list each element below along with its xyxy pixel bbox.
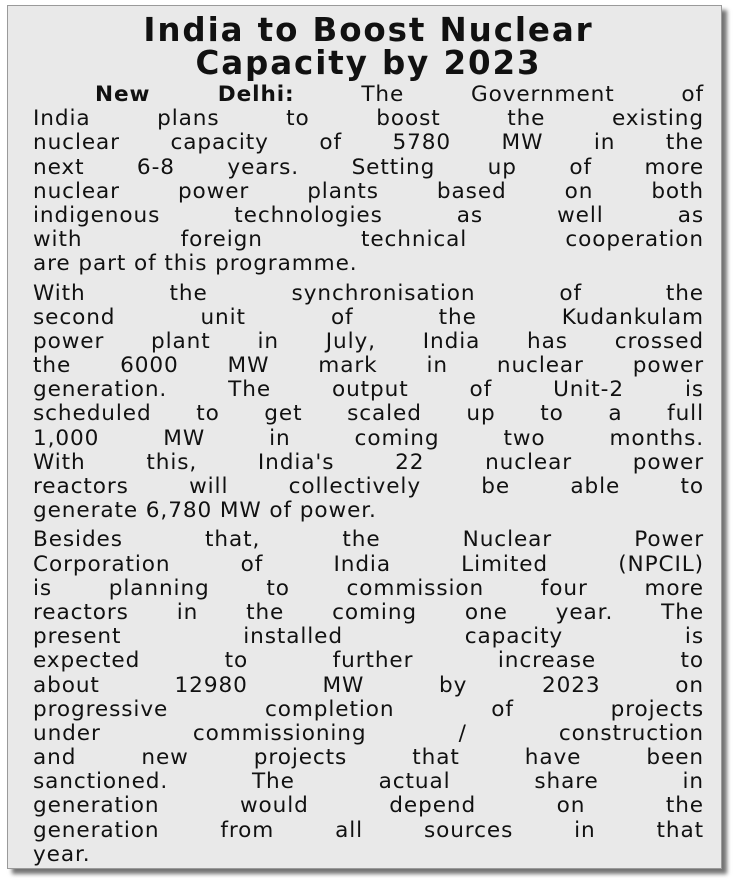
text-line: and new projects that have been <box>33 745 704 771</box>
text-line: is planning to commission four more <box>33 575 704 601</box>
headline <box>33 11 704 82</box>
text-line-content: The Government of <box>361 82 704 107</box>
dateline: New Delhi: <box>95 82 295 107</box>
text-line: sanctioned. The actual share in <box>33 769 704 795</box>
text-line: Besides that, the Nuclear Power <box>33 527 704 553</box>
text-line: Corporation of India Limited (NPCIL) <box>33 551 704 577</box>
text-line: the 6000 MW mark in nuclear power <box>33 353 704 379</box>
article-body <box>33 83 704 867</box>
text-line: With this, India's 22 nuclear power <box>33 449 704 475</box>
text-line: second unit of the Kudankulam <box>33 304 704 330</box>
text-line: India plans to boost the existing <box>33 106 704 132</box>
text-line: generation would depend on the <box>33 793 704 819</box>
text-line: reactors in the coming one year. The <box>33 599 704 625</box>
headline-line-2: Capacity by 2023 <box>195 44 542 82</box>
text-line: present installed capacity is <box>33 624 704 650</box>
text-line: progressive completion of projects <box>33 696 704 722</box>
text-line: generate 6,780 MW of power. <box>33 498 377 524</box>
text-line: reactors will collectively be able to <box>33 474 704 499</box>
text-line: with foreign technical cooperation <box>33 227 704 253</box>
text-line: power plant in July, India has crossed <box>33 328 704 354</box>
text-line <box>33 83 704 107</box>
text-line: With the synchronisation of the <box>33 280 704 306</box>
text-line: next 6-8 years. Setting up of more <box>33 154 704 180</box>
text-line: year. <box>33 841 91 867</box>
headline-line-1: India to Boost Nuclear <box>143 11 594 49</box>
text-line: 1,000 MW in coming two months. <box>33 425 704 451</box>
paragraph-2 <box>33 282 704 524</box>
text-line: generation from all sources in that <box>33 817 704 843</box>
text-line: under commissioning / construction <box>33 720 704 746</box>
text-line: expected to further increase to <box>33 648 704 674</box>
text-line: are part of this programme. <box>33 251 358 277</box>
text-line: nuclear capacity of 5780 MW in the <box>33 130 704 156</box>
paragraph-1 <box>33 83 704 277</box>
text-line: generation. The output of Unit-2 is <box>33 377 704 403</box>
text-line: nuclear power plants based on both <box>33 178 704 204</box>
text-line: about 12980 MW by 2023 on <box>33 672 704 698</box>
paragraph-3 <box>33 528 704 867</box>
text-line: scheduled to get scaled up to a full <box>33 401 704 427</box>
news-clipping <box>7 5 722 869</box>
text-line: indigenous technologies as well as <box>33 202 704 228</box>
